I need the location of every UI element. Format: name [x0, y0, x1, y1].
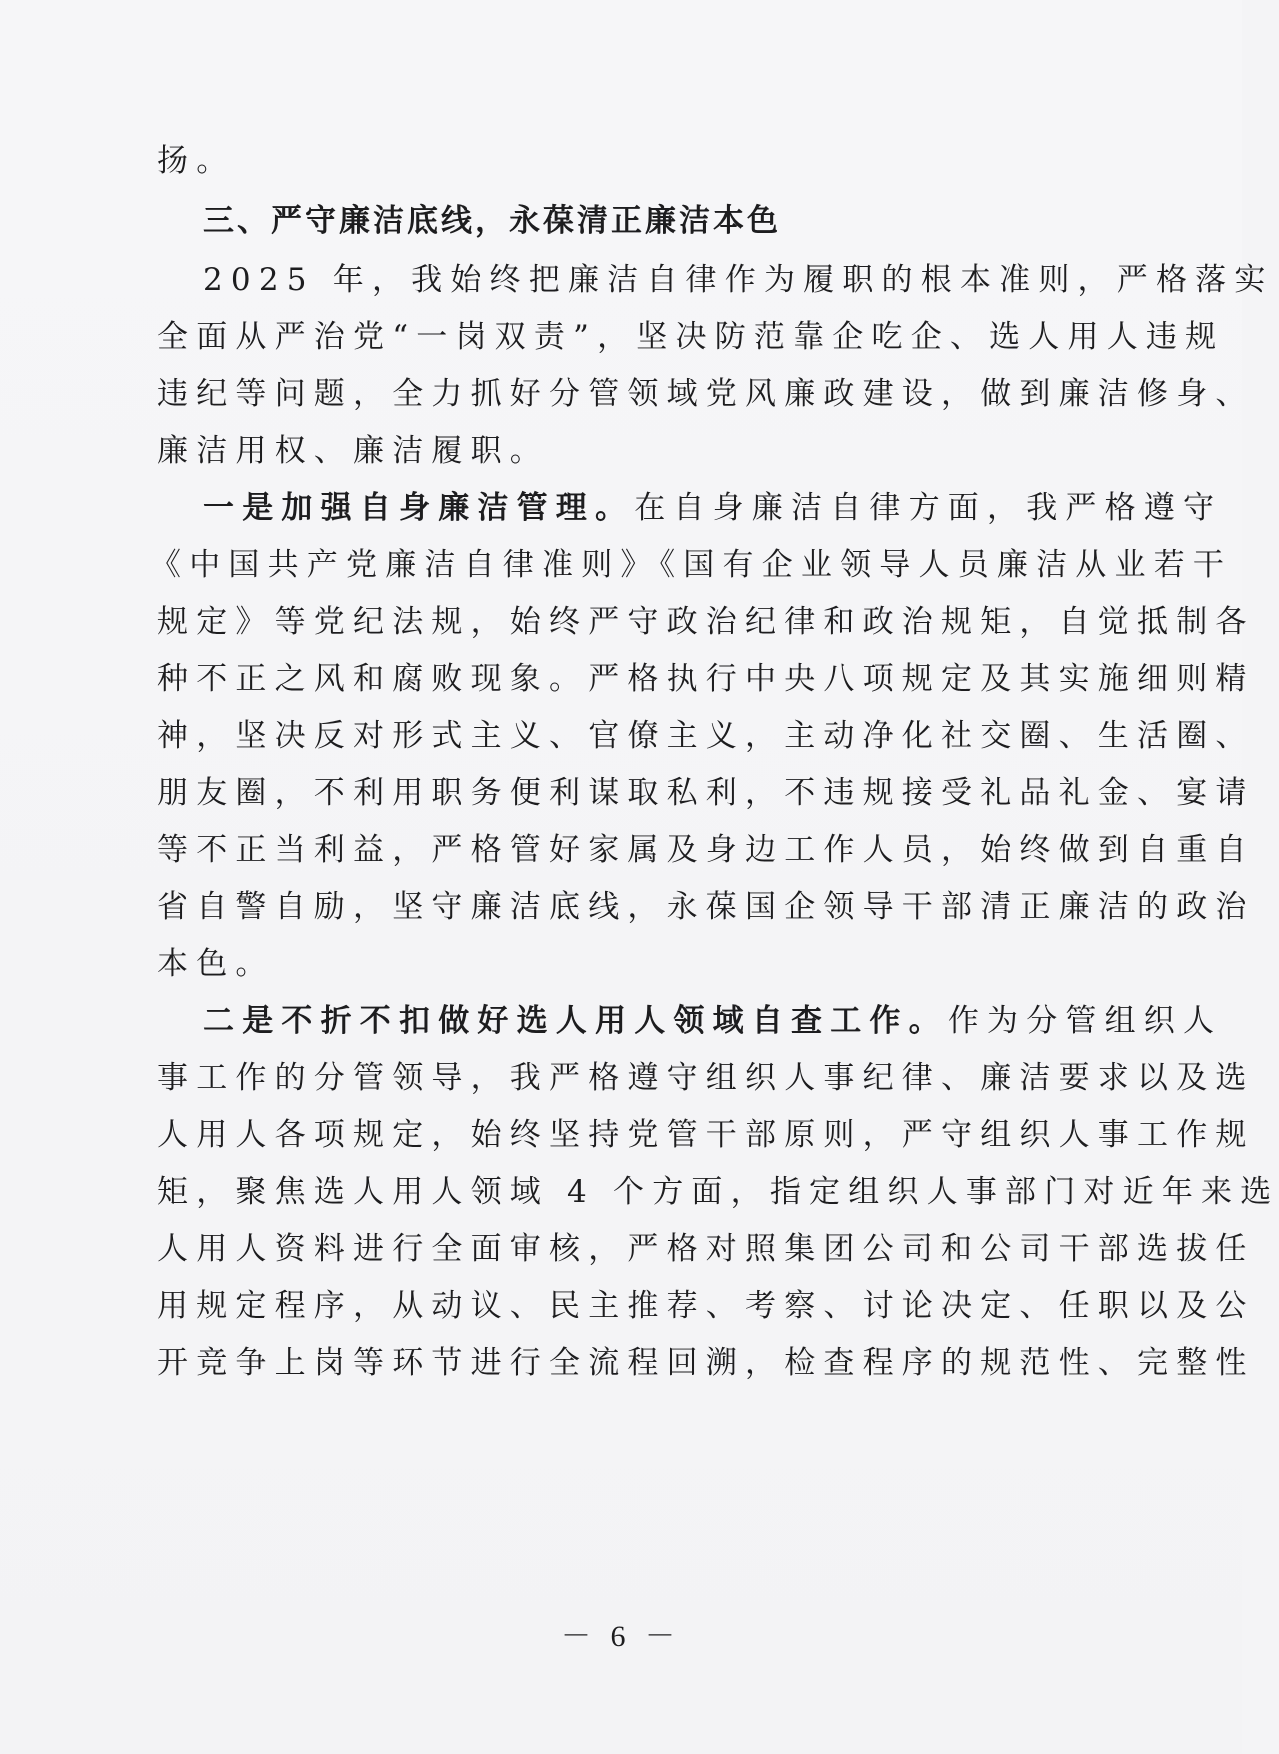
- line-text: 作为分管组织人: [947, 1003, 1223, 1039]
- paragraph-line: [157, 431, 1087, 471]
- paragraph-line: [157, 716, 1255, 756]
- line-text: 全面从严治党“一岗双责”，坚决防范靠企吃企、选人用人违规: [157, 319, 1225, 355]
- line-text: 等不正当利益，严格管好家属及身边工作人员，始终做到自重自: [157, 832, 1255, 868]
- line-text: 种不正之风和腐败现象。严格执行中央八项规定及其实施细则精: [157, 661, 1255, 697]
- paragraph-line: [157, 944, 1087, 984]
- heading-text: 三、严守廉洁底线，永葆清正廉洁本色: [203, 203, 781, 239]
- emphasis-lead: 一是加强自身廉洁管理。: [203, 490, 635, 526]
- paragraph-line: [203, 488, 1223, 528]
- line-text: 矩，聚焦选人用人领域 4 个方面，指定组织人事部门对近年来选: [157, 1174, 1279, 1210]
- paragraph-line: [157, 887, 1255, 927]
- line-text: 人用人各项规定，始终坚持党管干部原则，严守组织人事工作规: [157, 1117, 1255, 1153]
- line-text: 省自警自励，坚守廉洁底线，永葆国企领导干部清正廉洁的政治: [157, 889, 1255, 925]
- line-text: 事工作的分管领导，我严格遵守组织人事纪律、廉洁要求以及选: [157, 1060, 1255, 1096]
- paragraph-line: [157, 773, 1255, 813]
- line-text: 用规定程序，从动议、民主推荐、考察、讨论决定、任职以及公: [157, 1288, 1255, 1324]
- line-text: 2025 年，我始终把廉洁自律作为履职的根本准则，严格落实: [203, 262, 1274, 298]
- paragraph-line: [157, 1343, 1255, 1383]
- paragraph-line: [203, 1001, 1223, 1041]
- line-text: 神，坚决反对形式主义、官僚主义，主动净化社交圈、生活圈、: [157, 718, 1255, 754]
- paragraph-line: [157, 1058, 1255, 1098]
- paragraph-line: [157, 1229, 1255, 1269]
- line-text: 规定》等党纪法规，始终严守政治纪律和政治规矩，自觉抵制各: [157, 604, 1255, 640]
- line-text: 扬。: [157, 143, 236, 179]
- line-text: 在自身廉洁自律方面，我严格遵守: [634, 490, 1223, 526]
- paragraph-line: [157, 317, 1225, 357]
- paragraph-line: [157, 374, 1255, 414]
- paragraph-line: [157, 141, 1087, 181]
- line-text: 朋友圈，不利用职务便利谋取私利，不违规接受礼品礼金、宴请: [157, 775, 1255, 811]
- line-text: 违纪等问题，全力抓好分管领域党风廉政建设，做到廉洁修身、: [157, 376, 1255, 412]
- paragraph-line: [157, 1286, 1255, 1326]
- emphasis-lead: 二是不折不扣做好选人用人领域自查工作。: [203, 1003, 948, 1039]
- paragraph-line: [157, 1115, 1255, 1155]
- paragraph-line: [203, 260, 1274, 300]
- line-text: 开竞争上岗等环节进行全流程回溯，检查程序的规范性、完整性: [157, 1345, 1255, 1381]
- line-text: 本色。: [157, 946, 275, 982]
- paragraph-line: [157, 1172, 1279, 1212]
- paragraph-line: [150, 545, 1233, 585]
- line-text: 《中国共产党廉洁自律准则》《国有企业领导人员廉洁从业若干: [150, 547, 1233, 583]
- line-text: 人用人资料进行全面审核，严格对照集团公司和公司干部选拔任: [157, 1231, 1255, 1267]
- section-heading: [203, 201, 1133, 241]
- paragraph-line: [157, 602, 1255, 642]
- page-number: － 6 －: [561, 1620, 681, 1653]
- line-text: 廉洁用权、廉洁履职。: [157, 433, 549, 469]
- paragraph-line: [157, 830, 1255, 870]
- paragraph-line: [157, 659, 1255, 699]
